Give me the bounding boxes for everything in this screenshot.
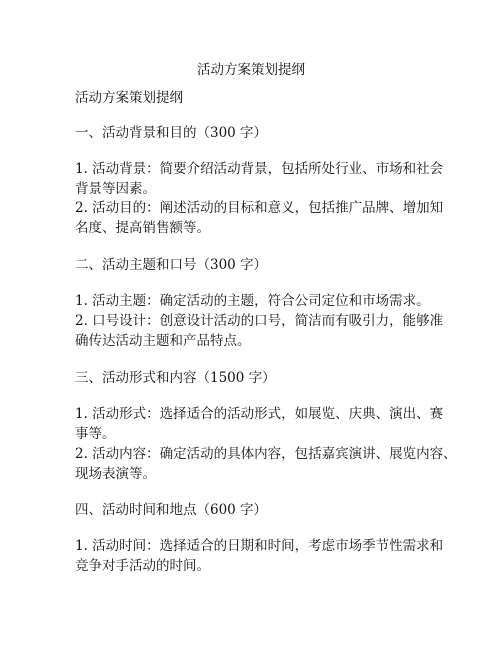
section-2-line-3: 确传达活动主题和产品特点。: [75, 333, 251, 349]
section-1-line-4: 名度、提高销售额等。: [75, 220, 210, 236]
section-3-line-3: 2. 活动内容：确定活动的具体内容，包括嘉宾演讲、展览内容、: [75, 446, 457, 462]
section-heading-theme: 二、活动主题和口号（300 字）: [75, 257, 268, 273]
section-3-line-1: 1. 活动形式：选择适合的活动形式，如展览、庆典、演出、赛: [75, 406, 444, 422]
section-1-line-1: 1. 活动背景：简要介绍活动背景，包括所处行业、市场和社会: [75, 161, 444, 177]
section-4-line-2: 竞争对手活动的时间。: [75, 558, 210, 574]
section-heading-background: 一、活动背景和目的（300 字）: [75, 125, 268, 141]
section-heading-time-location: 四、活动时间和地点（600 字）: [75, 502, 268, 518]
section-2-line-2: 2. 口号设计：创意设计活动的口号，简洁而有吸引力，能够准: [75, 313, 444, 329]
section-4-line-1: 1. 活动时间：选择适合的日期和时间，考虑市场季节性需求和: [75, 538, 444, 554]
section-2-line-1: 1. 活动主题：确定活动的主题，符合公司定位和市场需求。: [75, 293, 430, 309]
section-heading-format: 三、活动形式和内容（1500 字）: [75, 370, 276, 386]
document-subtitle: 活动方案策划提纲: [75, 90, 183, 106]
section-3-line-2: 事等。: [75, 426, 116, 442]
document-title: 活动方案策划提纲: [197, 62, 305, 78]
section-3-line-4: 现场表演等。: [75, 466, 156, 482]
section-1-line-3: 2. 活动目的：阐述活动的目标和意义，包括推广品牌、增加知: [75, 200, 444, 216]
section-1-line-2: 背景等因素。: [75, 181, 156, 197]
